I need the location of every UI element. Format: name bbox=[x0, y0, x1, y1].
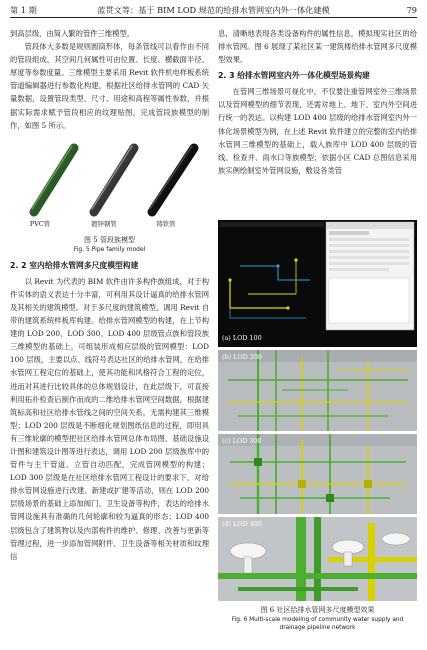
lod100-screenshot bbox=[218, 220, 417, 347]
figure-6-panel-d bbox=[218, 517, 417, 601]
header-rule bbox=[10, 17, 417, 18]
paragraph: 在管网三维场景可视化中，不仅要注重管网室外三维场景以及管网模型的细节表现，还需对地上、地下、室内外空间进行统一的表达。以构建 LOD 400 层级的给排水管网室内外一体化场景模型为例，在上述 Revit 软件建立的完整的室内给排水管网三维模型的基础上，载入族库中 LOD 400 层级的管线、检查井、雨水口等族模型；依据小区 CAD 总图信息采用族实例绘制室外管网设施，敷设各类管 bbox=[218, 87, 417, 175]
lod300-screenshot bbox=[218, 434, 417, 514]
cast-iron-pipe bbox=[150, 146, 194, 212]
lod400-screenshot bbox=[218, 517, 417, 601]
issue-number: 第 1 期 bbox=[10, 5, 37, 15]
pvc-pipe bbox=[32, 146, 74, 212]
paragraph: 管段体大多数是规则圆筒形体，每条管线可以看作由不同的管段组成，其空间几何属性可由位置、长度、横截面半径、厚度等参数度量。三维模型主要采用 Revit 软件机电样板系统管道编辑器进行参数化构建，根据社区给排水管网的 CAD 矢量数据，设置管段类型、尺寸、用途和高程等属性参数，并根据实际需求赋予管段相应的纹理贴图，完成管段族模型的制作，如图 5 所示。 bbox=[10, 42, 209, 130]
pvc-pipe-label: PVC管 bbox=[29, 219, 51, 228]
page-header bbox=[10, 3, 417, 17]
figure-6-caption-en: Fig. 6 Multi-scale modeling of community water supply and drainage pipeline network bbox=[231, 617, 404, 631]
page-number: 79 bbox=[406, 5, 417, 15]
paragraph: 息，清晰地表现各类设备构件的属性信息，模拟现实社区的给排水管网。图 6 展现了某社区某一建筑楼给排水管网多尺度模型效果。 bbox=[218, 29, 417, 65]
figure-6-caption: 图 6 社区给排水管网多尺度模型效果 bbox=[260, 606, 375, 614]
panel-a-label: (a) LOD 100 bbox=[222, 334, 262, 342]
galvanized-pipe-label: 镀锌钢管 bbox=[91, 219, 117, 228]
pipe-family-illustration bbox=[22, 140, 204, 220]
cast-iron-pipe-label: 铸铁管 bbox=[156, 219, 176, 228]
section-heading-2-3: 2. 3 给排水管网室内外一体化模型场景构建 bbox=[218, 71, 370, 81]
right-column bbox=[218, 27, 417, 177]
left-column bbox=[10, 27, 209, 563]
figure-6-panel-b bbox=[218, 350, 417, 431]
figure-5-caption-en: Fig. 5 Pipe family model bbox=[73, 245, 146, 253]
panel-d-label: (d) LOD 400 bbox=[222, 520, 262, 528]
paragraph: 以 Revit 为代表的 BIM 软件由许多构件族组成，对于构件实体的语义表达十分丰富，可利用其设计逼真的给排水管网及其相关的建筑模型。对于多尺度的建筑模型，调用 Revit 自带的建筑系统样板库构建。给排水管网模型的构建，在上节构建的 LOD 200、LOD 300、LOD 400 层级管点族和管段族三维模型的基础上，可组装形成相应层级的管网模型：LOD 100 层级，主要以点、线符号表达社区的给排水管网，在给排水管网工程定位的基础上，使其功能和风格符合工程的定位，进而对其进行比较具体的总体规划设计，在此层级下，可直接利用拓扑检查后制作而成的二维给排水管网空间数据，根据建筑标高和社区给排水管线之间的空间关系，无需构建其三维模型；LOD 200 层级是不断细化规划图纸信息的过程，即用具有三维轮廓的模型把社区给排水管网总体布局图、基础设施设计图和建筑设计图等进行表达，调用 LOD 200 层级族库中的管件与主干管道、立管自动匹配，完成管网模型的构建；LOD 300 层级是在社区给排水管网工程设计的要求下，对给排水管网设施进行改建、新建或扩建等活动，则在 LOD 200 层级场景的基础上添加阀门、卫生设备等构件，表达的给排水管网设施具有准确的几何轮廓和较为逼真的形态；LOD 400 层级包含了建筑物以及内部构件的维护、修理、改善与更新等管理过程，进一步添加管网附件、卫生设备等相关材质和纹理信 bbox=[10, 276, 209, 561]
paragraph: 到高层级、由简入繁的管件三维模型。 bbox=[10, 29, 135, 38]
figure-5 bbox=[10, 136, 209, 256]
running-title: 蓝贯文等：基于 BIM LOD 规范的给排水管网室内外一体化建模 bbox=[97, 5, 330, 15]
figure-5-caption: 图 5 管段族模型 bbox=[84, 235, 135, 244]
galvanized-steel-pipe bbox=[92, 146, 134, 212]
panel-c-label: (c) LOD 300 bbox=[222, 437, 262, 445]
section-heading-2-2: 2. 2 室内给排水管网多尺度模型构建 bbox=[10, 260, 139, 270]
figure-6-panel-c bbox=[218, 434, 417, 514]
figure-6-panel-a bbox=[218, 220, 417, 347]
lod200-screenshot bbox=[218, 350, 417, 431]
panel-b-label: (b) LOD 200 bbox=[222, 353, 262, 361]
